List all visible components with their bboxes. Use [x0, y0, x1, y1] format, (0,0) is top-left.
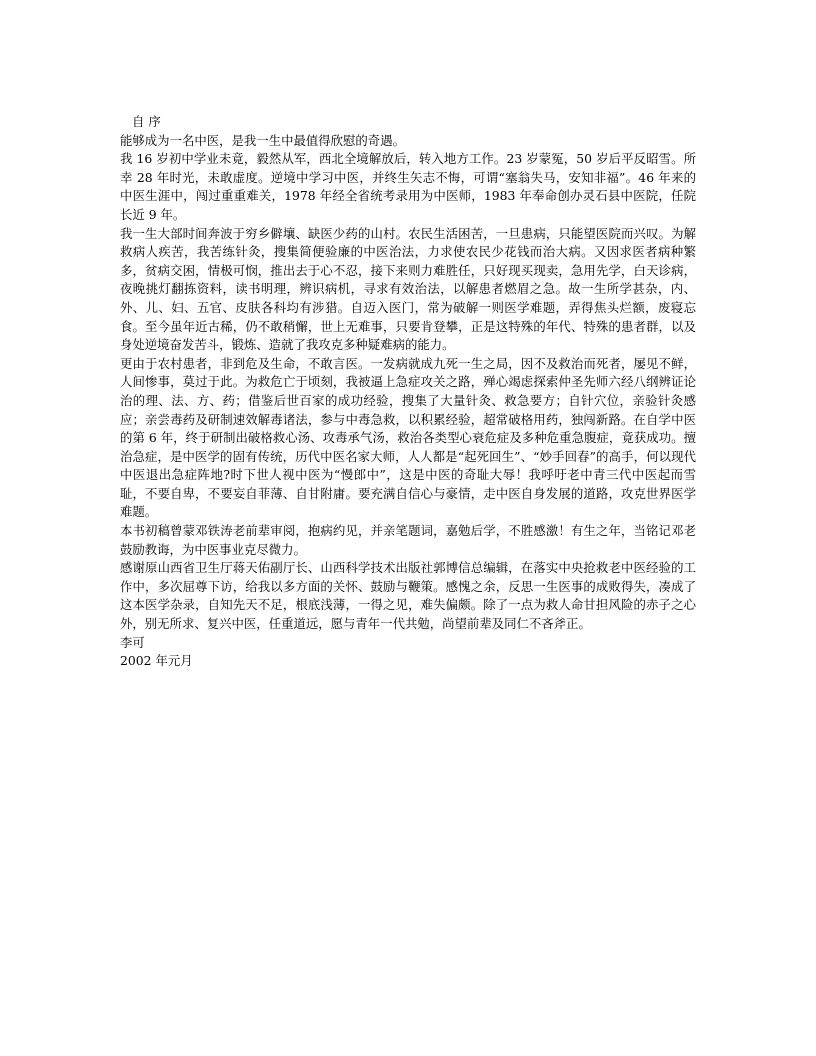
paragraph-review-thanks: 本书初稿曾蒙邓铁涛老前辈审阅，抱病约见，并亲笔题词，嘉勉后学，不胜感激！有生之年，当铭记邓老鼓励教诲，为中医事业克尽微力。 — [120, 523, 696, 557]
author-signature: 李可 — [120, 634, 145, 650]
paragraph-village-practice: 我一生大部时间奔波于穷乡僻壤、缺医少药的山村。农民生活困苦，一旦患病，只能望医院而兴叹。为解救病人疾苦，我苦练针灸，搜集简便验廉的中医治法，力求使农民少花钱而治大病。又因求医者病种繁多，贫病交困，情极可悯，推出去于心不忍，接下来则力难胜任，只好现买现卖，急用先学，白天诊病，夜晚挑灯翻拣资料，读书明理，辨识病机，寻求有效治法，以解患者燃眉之急。故一生所学甚杂，内、外、儿、妇、五官、皮肤各科均有涉猎。自迈入医门，常为破解一则医学难题，弄得焦头烂额，废寝忘食。至今虽年近古稀，仍不敢稍懈，世上无难事，只要肯登攀，正是这特殊的年代、特殊的患者群，以及身处逆境奋发苦斗，锻炼、造就了我攻克多种疑难病的能力。 — [120, 225, 696, 353]
paragraph-career: 我 16 岁初中学业未竟，毅然从军，西北全境解放后，转入地方工作。23 岁蒙冤，50 岁后平反昭雪。所幸 28 年时光，未敢虚度。逆境中学习中医，并终生矢志不悔，可谓“塞翁失马，安知非福”。46 年来的中医生涯中，闯过重重难关，1978 年经全省统考录用为中医师，1983 年奉命创办灵石县中医院，任院长近 9 年。 — [120, 151, 696, 222]
document-title: 自 序 — [132, 114, 161, 129]
paragraph-intro: 能够成为一名中医，是我一生中最值得欣慰的奇遇。 — [120, 132, 405, 148]
document-page — [120, 113, 696, 671]
paragraph-acknowledgements: 感谢原山西省卫生厅蒋天佑副厅长、山西科学技术出版社郭博信总编辑，在落实中央抢救老中医经验的工作中，多次屈尊下访，给我以多方面的关怀、鼓励与鞭策。感愧之余，反思一生医事的成败得失，凑成了这本医学杂录，自知先天不足，根底浅薄，一得之见，难失偏颇。除了一点为救人命甘担风险的赤子之心外，别无所求、复兴中医，任重道远，愿与青年一代共勉，尚望前辈及同仁不吝斧正。 — [120, 560, 696, 632]
paragraph-emergency-medicine: 更由于农村患者，非到危及生命，不敢言医。一发病就成九死一生之局，因不及救治而死者，屡见不鲜，人间惨事，莫过于此。为救危亡于顷刻，我被逼上急症攻关之路，殚心竭虑探索仲圣先师六经八纲辨证论治的理、法、方、药；借鉴后世百家的成功经验，搜集了大量针灸、救急要方；自针穴位，亲验针灸感应；亲尝毒药及研制速效解毒诸法，参与中毒急救，以积累经验，超常破格用药，独闯新路。在自学中医的第 6 年，终于研制出破格救心汤、攻毒承气汤，救治各类型心衰危症及多种危重急腹症，竟获成功。擅治急症，是中医学的固有传统，历代中医名家大师，人人都是“起死回生”、“妙手回春”的高手，何以现代中医退出急症阵地?时下世人视中医为“慢郎中”，这是中医的奇耻大辱！我呼吁老中青三代中医起而雪耻，不要自卑，不要妄自菲薄、自甘附庸。要充满自信心与豪情，走中医自身发展的道路，攻克世界医学难题。 — [120, 355, 696, 520]
document-date: 2002 年元月 — [120, 653, 193, 669]
